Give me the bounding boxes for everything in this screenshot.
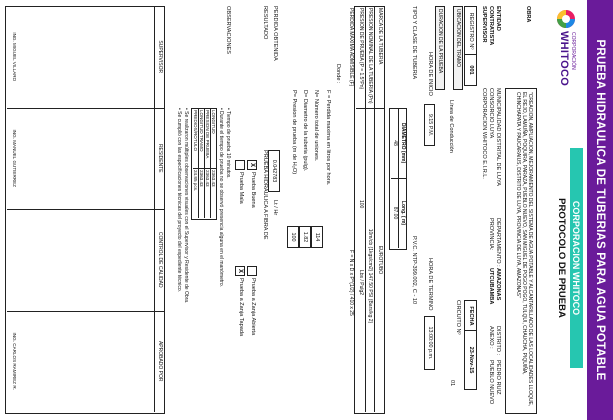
circuito-label: CIRCUITO Nº	[455, 300, 461, 335]
def-p: P= Presion de prueba (m de H₂O)	[291, 90, 297, 175]
resultado-value: PRUEBA HIDRAULICA A FIBRA DE	[262, 150, 268, 240]
obra-text: "CREACION, AMPLIACION, MEJORAMIENTO DEL SISTEMA DE AGUA POTABLE Y ALCANTARILLADO DE LAS LOCALIDADES LLOQUE, EL REJO, LAMUÑA, POQUIRA, PARAZA, PUEBLO NUEVO, SAN MIGUEL DE POGO POGO, TULQUI, CHAUCHA, PIQUIÑA, CHINCHAPATA Y PAUCARAIUS, DISTRITO DE LUYA, PROVINCIA DE LUYA, AMAZONAS"	[514, 92, 533, 407]
hora-inicio-box	[424, 104, 435, 146]
diametro-header: DIAMETRO (mm)	[400, 122, 406, 164]
perdida-formula: F = N x D x P^(1/2) / 410 x 25	[348, 250, 354, 316]
hora-termino-label: HORA DE TERMINO	[427, 258, 433, 311]
corporation-band	[570, 148, 583, 368]
zanja-tapada-label: Prueba a Zanja Tapada	[238, 278, 244, 337]
buena-checkbox[interactable]	[247, 160, 257, 170]
obs-table-divider	[193, 168, 217, 169]
distrito-value: PEDRO RUIZ	[495, 360, 501, 395]
registro-value-box	[464, 54, 477, 86]
contratista-label: CONTRATISTA	[488, 6, 494, 46]
signature-table	[5, 6, 165, 414]
obs-table-r3-label: LONGITUD TRAMO	[199, 110, 205, 152]
p-value: 100	[290, 232, 296, 242]
sig-residente-name: ING. MANUEL GUTIERREZ	[12, 129, 17, 187]
diam-long-hdivider	[398, 108, 399, 248]
diametro-value: 48	[392, 140, 398, 146]
obs-line-2: • Durante el tiempo de prueba no se observó presencia alguna en el manómetro.	[218, 108, 224, 288]
obs-table-r4-label: PREDIOS/ROTULO	[193, 110, 199, 152]
ubicacion-label: UBICACION DEL TRAMO	[455, 9, 461, 68]
supervisor-value: CORPORACION WHITOCO E.I.R.L.	[481, 88, 487, 179]
ubicacion-box	[453, 6, 463, 90]
obs-table-r2-value: 2363.43	[205, 170, 211, 187]
distrito-label: DISTRITO :	[495, 326, 501, 356]
obs-table-r1-value: 2363.43	[211, 170, 217, 187]
provincia-value: UTCUBAMBA	[488, 268, 494, 305]
fecha-label: FECHA	[468, 306, 474, 326]
obs-table-r1-label: LONGITUD	[211, 110, 217, 134]
fecha-label-box	[464, 300, 477, 332]
def-n: N= Número total de uniones.	[313, 90, 319, 162]
tipo-value: P.V.C. NTP-399.002, C - 10	[411, 236, 417, 305]
company-logo	[544, 6, 584, 87]
d-box	[299, 226, 311, 248]
registro-label: REGISTRO Nº	[468, 12, 474, 50]
buena-mark: X	[249, 162, 256, 167]
obs-line-4: • Se cumplió con las especificaciones técnicas del proyecto del expediente técnico.	[176, 108, 182, 293]
hora-termino-value: 13:00:00 p.m.	[427, 326, 433, 360]
duracion-label: DURACION DE LA PRUEBA	[437, 9, 443, 74]
marca-value: EUROTUBO	[377, 245, 383, 275]
fecha-value-box	[464, 330, 477, 390]
mala-checkbox[interactable]	[235, 160, 245, 170]
sig-divider-3	[7, 311, 165, 312]
obs-table-r3-value: 2363.43	[199, 170, 205, 187]
specs-row1	[375, 6, 376, 412]
perdida-obtenida-label: PERDIDA OBTENIDA	[272, 6, 278, 61]
logo-top-text: CORPORACIÓN	[570, 32, 576, 70]
anexo-value: PUEBLO NUEVO	[488, 360, 494, 405]
obra-box	[505, 88, 537, 414]
perdida-obtenida-box	[268, 150, 280, 192]
registro-value: 001	[468, 65, 474, 75]
specs-row2	[365, 6, 366, 412]
p-box	[287, 226, 299, 248]
sig-divider-1	[7, 108, 165, 109]
def-d: D= Diametro de la tuberia (pulg).	[302, 90, 308, 172]
resultado-label: RESULTADO	[262, 6, 268, 40]
corporation-band-text: CORPORACION WHITOCO	[571, 200, 581, 316]
obs-line-1: • Tiempo de prueba 10 minutos.	[225, 108, 231, 179]
prueba-buena-label: Prueba Buena	[250, 172, 256, 208]
protocol-title: PROTOCOLO DE PRUEBA	[556, 198, 567, 318]
sig-supervisor-name: ING. MIGUEL VILLARO	[12, 32, 17, 82]
hora-inicio-value: 9:15 P.M.	[427, 113, 433, 137]
provincia-label: PROVINCIA:	[488, 218, 494, 251]
hora-inicio-label: HORA DE INICIO	[427, 52, 433, 96]
linea-label: Línea de Conducción	[448, 100, 454, 153]
duracion-box	[435, 6, 445, 90]
n-value: 114	[314, 232, 320, 242]
def-f: F = Perdida maxima en litros por hora.	[325, 90, 331, 186]
marca-label: MARCA DE LA TUBERIA	[377, 8, 383, 65]
perdida-obtenida-value: 0.042783	[271, 159, 277, 183]
entidad-value: MUNICIPALIDAD DISTRITAL DE LUYA	[495, 88, 501, 187]
long-header: Long. ( m)	[400, 200, 406, 226]
perdida-label: PERDIDA MAXIMA ADMISIBLE (F)	[348, 8, 354, 87]
obs-line-3: • Se realizaron múltiples observaciones visuales con el Supervisor y Residente de Obra.	[183, 108, 189, 304]
title-banner	[587, 0, 613, 420]
supervisor-label: SUPERVISOR	[481, 6, 487, 43]
perdida-obtenida-unit: Lt / Hr	[272, 200, 278, 216]
sig-supervisor-label: SUPERVISOR	[157, 40, 163, 74]
tapada-mark: X	[237, 268, 244, 273]
logo-name: WHITOCO	[558, 31, 570, 87]
tipo-label: TIPO Y CLASE DE TUBERIA	[411, 6, 417, 80]
obs-table-r4-value: 24.85 pcs.	[193, 170, 199, 192]
obra-label: OBRA	[525, 6, 531, 23]
presion-prueba-label: PRESION DE PRUEBA (P = 1.5*Pn)	[358, 8, 364, 90]
entidad-label: ENTIDAD	[495, 6, 501, 31]
tapada-checkbox[interactable]	[235, 266, 245, 276]
long-value: 87.00	[392, 206, 398, 220]
sig-header-line	[154, 6, 155, 412]
circuito-value: 01	[449, 380, 455, 387]
hora-termino-box	[424, 316, 435, 370]
contratista-value: CONSORCIO LUYA	[488, 88, 494, 139]
departamento-value: AMAZONAS	[495, 268, 501, 301]
presion-prueba-unit: Lbs / Pulg2	[358, 270, 364, 296]
prueba-mala-label: Prueba Mala	[238, 172, 244, 204]
sig-aprobado-label: APROBADO POR	[157, 340, 163, 382]
document-title: PRUEBA HIDRAULICA DE TUBERIAS PARA AGUA POTABLE	[594, 39, 606, 381]
presion-nominal-value: 10m/cb (1kgs/cm2) 147.50 PSI (Bars/kg 2)	[367, 228, 374, 324]
registro-label-box	[464, 6, 477, 56]
observaciones-label: OBSERVACIONES	[225, 6, 231, 54]
abierta-checkbox[interactable]	[247, 266, 257, 276]
sig-aprobado-name: ING. CARLOS RAMIREZ R.	[12, 332, 17, 390]
zanja-abierta-label: Prueba a Zanja Abierta	[250, 278, 256, 336]
n-box	[311, 226, 323, 248]
presion-prueba-value: 100	[358, 200, 364, 209]
presion-nominal-label: PRESION NOMINAL DE LA TUBERIA (Pn)	[367, 8, 374, 104]
logo-mark	[556, 9, 576, 29]
fecha-value: 23-Nov-15	[468, 346, 474, 374]
d-value: 1.82	[302, 231, 308, 243]
departamento-label: DEPARTAMENTO :	[495, 218, 501, 267]
obs-table-r2-label: PRESION DE PRUEBA	[205, 110, 211, 159]
donde-label: Donde :	[335, 64, 341, 84]
sig-residente-label: RESIDENTE	[157, 143, 163, 173]
anexo-label: ANEXO :	[488, 326, 494, 349]
sig-control-label: CONTROL DE CALIDAD	[157, 231, 163, 288]
sig-divider-2	[7, 209, 165, 210]
